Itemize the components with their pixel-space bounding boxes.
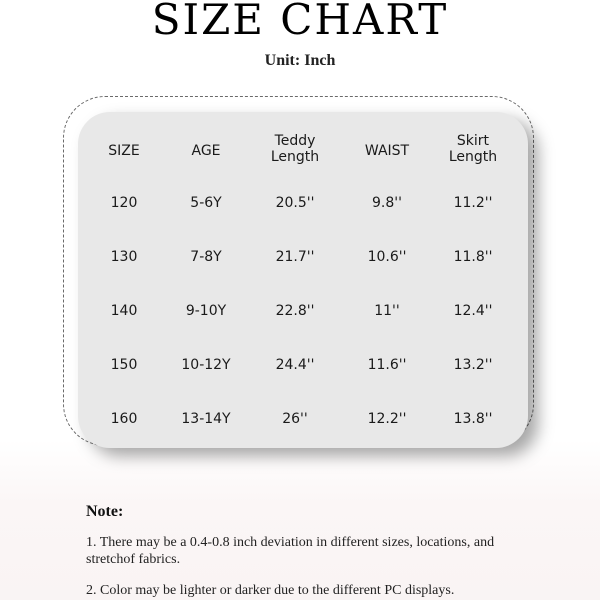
table-cell: 13.2'' [453, 357, 493, 373]
note-title: Note: [86, 503, 124, 520]
table-cell: 10.6'' [367, 249, 407, 265]
header-waist: WAIST [364, 143, 410, 159]
table-cell: 9.8'' [372, 195, 402, 211]
table-cell: 12.2'' [367, 411, 407, 427]
header-teddy-length: Teddy Length [270, 133, 320, 165]
unit-label: Unit: Inch [264, 52, 336, 69]
table-cell: 9-10Y [185, 303, 227, 319]
table-cell: 5-6Y [190, 195, 222, 211]
page-title: SIZE CHART [151, 0, 449, 44]
table-cell: 12.4'' [453, 303, 493, 319]
table-cell: 22.8'' [275, 303, 315, 319]
note-item-2: 2. Color may be lighter or darker due to the different PC displays. [86, 583, 455, 598]
table-cell: 130 [110, 249, 138, 265]
header-skirt-length: Skirt Length [448, 133, 498, 165]
note-item-1: 1. There may be a 0.4-0.8 inch deviation in different sizes, locations, and stretchof fabrics. [86, 535, 495, 567]
table-cell: 11.2'' [453, 195, 493, 211]
table-cell: 24.4'' [275, 357, 315, 373]
table-cell: 26'' [282, 411, 308, 427]
table-cell: 11.8'' [453, 249, 493, 265]
table-cell: 7-8Y [190, 249, 222, 265]
table-cell: 20.5'' [275, 195, 315, 211]
table-cell: 13-14Y [181, 411, 231, 427]
table-cell: 140 [110, 303, 138, 319]
table-cell: 160 [110, 411, 138, 427]
table-cell: 10-12Y [181, 357, 231, 373]
header-age: AGE [191, 143, 221, 159]
table-cell: 11.6'' [367, 357, 407, 373]
table-cell: 150 [110, 357, 138, 373]
table-cell: 13.8'' [453, 411, 493, 427]
size-table-card [78, 112, 528, 448]
table-cell: 120 [110, 195, 138, 211]
header-size: SIZE [108, 143, 140, 159]
table-cell: 11'' [374, 303, 400, 319]
table-cell: 21.7'' [275, 249, 315, 265]
